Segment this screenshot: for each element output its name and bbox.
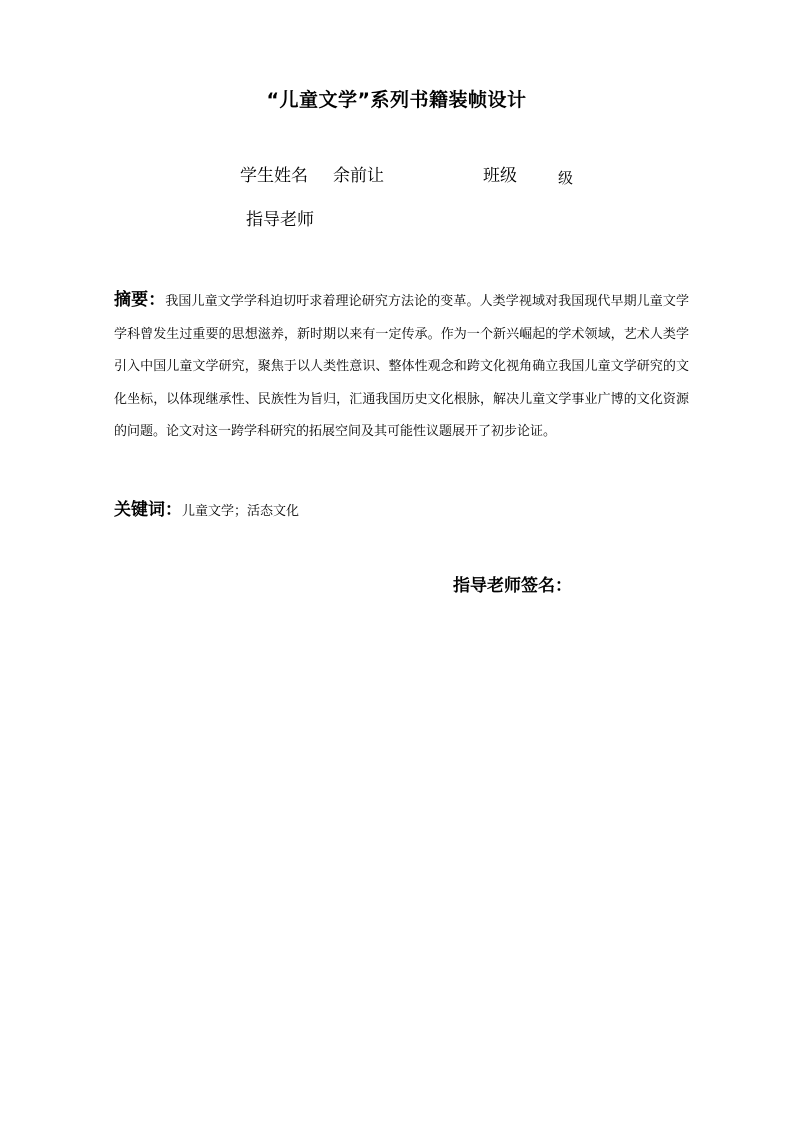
advisor-label: 指导老师	[246, 210, 314, 230]
class-label: 班级	[483, 166, 517, 186]
abstract-paragraph	[114, 284, 689, 449]
abstract-text: 我国儿童文学学科迫切吁求着理论研究方法论的变革。人类学视域对我国现代早期儿童文学学科曾发生过重要的思想滋养，新时期以来有一定传承。作为一个新兴崛起的学术领域，艺术人类学引入中国儿童文学研究，聚焦于以人类性意识、整体性观念和跨文化视角确立我国儿童文学研究的文化坐标，以体现继承性、民族性为旨归，汇通我国历史文化根脉，解决儿童文学事业广博的文化资源的问题。论文对这一跨学科研究的拓展空间及其可能性议题展开了初步论证。	[114, 294, 689, 439]
keywords-label: 关键词：	[114, 500, 182, 520]
student-name-value: 余前让	[333, 166, 384, 186]
document-title: “儿童文学”系列书籍装帧设计	[266, 89, 527, 111]
keywords-line	[114, 496, 299, 526]
keywords-text: 儿童文学；活态文化	[182, 504, 300, 519]
abstract-label: 摘要：	[114, 290, 166, 310]
student-name-label: 学生姓名	[240, 166, 308, 186]
class-value: 级	[558, 169, 574, 187]
advisor-signature-label: 指导老师签名：	[453, 576, 572, 596]
